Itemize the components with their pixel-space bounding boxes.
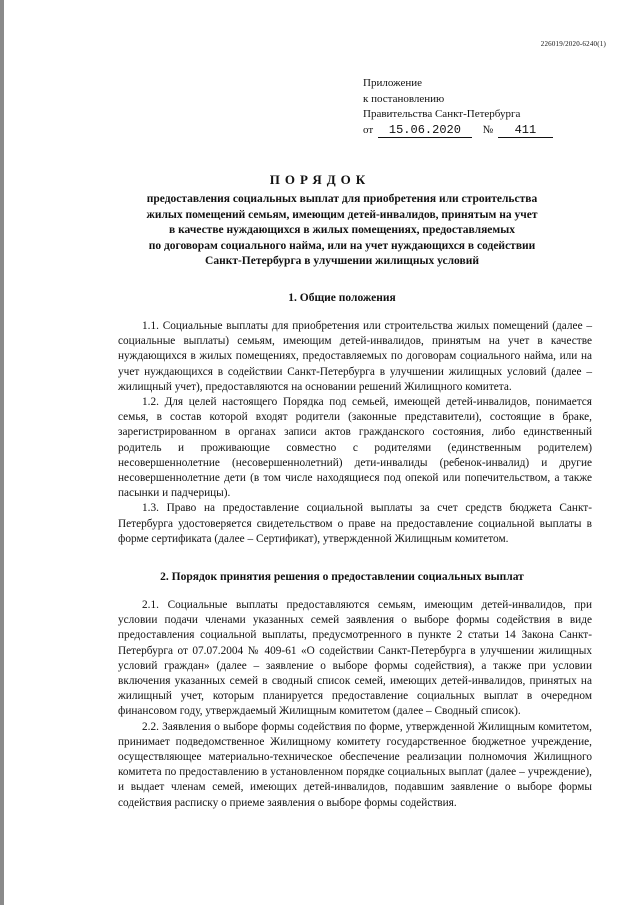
subtitle-line: Санкт-Петербурга в улучшении жилищных условий <box>205 255 479 267</box>
paragraph-1-2: 1.2. Для целей настоящего Порядка под семьей, имеющей детей-инвалидов, понимается семья, в состав которой входят родители (законные представители), состоящие в браке, зарегистрированном в органах записи актов гражданского состояния, либо единственный родитель и проживающие совместно с родителями (единственным родителем) несовершеннолетние (несовершеннолетний) дети-инвалиды (ребенок-инвалид) и другие несовершеннолетние дети (в том числе находящиеся под опекой или попечительством, а также пасынки и падчерицы). <box>118 396 592 500</box>
paragraph-2-2: 2.2. Заявления о выборе формы содействия по форме, утвержденной Жилищным комитетом, принимает подведомственное Жилищному комитету государственное бюджетное учреждение, осуществляющее материально-техническое обеспечение реализации полномочия Жилищного комитета по предоставлению в установленном порядке социальных выплат (далее – учреждение), и выдает членам семей, имеющих детей-инвалидов, подавшим заявление о выборе формы содействия расписку о приеме заявления о выборе формы содействия. <box>118 720 592 809</box>
annex-line-3: Правительства Санкт-Петербурга <box>363 108 521 120</box>
section-2-heading: 2. Порядок принятия решения о предоставлении социальных выплат <box>160 571 524 583</box>
subtitle-line: в качестве нуждающихся в жилых помещениях, предоставляемых <box>169 224 515 236</box>
document-title: ПОРЯДОК <box>269 172 371 187</box>
annex-line-2: к постановлению <box>363 92 445 105</box>
section-2-body <box>118 598 592 811</box>
annex-date-line <box>363 123 553 139</box>
number-prefix: № <box>482 123 494 136</box>
subtitle-line: предоставления социальных выплат для приобретения или строительства <box>146 193 538 205</box>
scan-edge <box>0 0 4 905</box>
section-1-heading: 1. Общие положения <box>288 292 396 304</box>
paragraph-1-1: 1.1. Социальные выплаты для приобретения или строительства жилых помещений (далее – социальные выплаты) семьям, имеющим детей-инвалидов, принятым на учет в качестве нуждающихся в жилых помещениях, предоставляемых по договорам социального найма, или на учет нуждающихся в содействии Санкт-Петербурга в улучшении жилищных условий (далее – жилищный учет), предоставляются на основании решений Жилищного комитета. <box>118 320 592 393</box>
decree-date: 15.06.2020 <box>378 124 472 138</box>
paragraph-1-3: 1.3. Право на предоставление социальной выплаты за счет средств бюджета Санкт-Петербурга удостоверяется свидетельством о праве на предоставление социальной выплаты в форме сертификата (далее – Сертификат), утвержденной Жилищным комитетом. <box>118 502 592 545</box>
subtitle-line: по договорам социального найма, или на учет нуждающихся в содействии <box>148 239 536 252</box>
annex-line-1: Приложение <box>363 77 423 89</box>
document-code: 226019/2020-6240(1) <box>540 40 606 48</box>
date-prefix: от <box>363 123 374 136</box>
subtitle-line: жилых помещений семьям, имеющим детей-инвалидов, принятым на учет <box>146 208 538 221</box>
section-1-body <box>118 319 592 547</box>
paragraph-2-1: 2.1. Социальные выплаты предоставляются семьям, имеющим детей-инвалидов, при условии подачи членами указанных семей заявления о выборе формы содействия в виде предоставления социальной выплаты, предусмотренного в пункте 2 статьи 14 Закона Санкт-Петербурга от 07.07.2004 № 409-61 «О содействии Санкт-Петербурга в улучшении жилищных условий граждан» (далее – заявление о выборе формы содействия), а также при условии включения указанных семей в сводный список семей, имеющих детей-инвалидов, принятых на жилищный учет, которым планируется предоставление социальных выплат в очередном финансовом году, утверждаемый Жилищным комитетом (далее – Сводный список). <box>118 599 592 718</box>
decree-number: 411 <box>498 124 553 138</box>
document-subtitle <box>96 192 588 270</box>
annex-block <box>363 76 553 138</box>
